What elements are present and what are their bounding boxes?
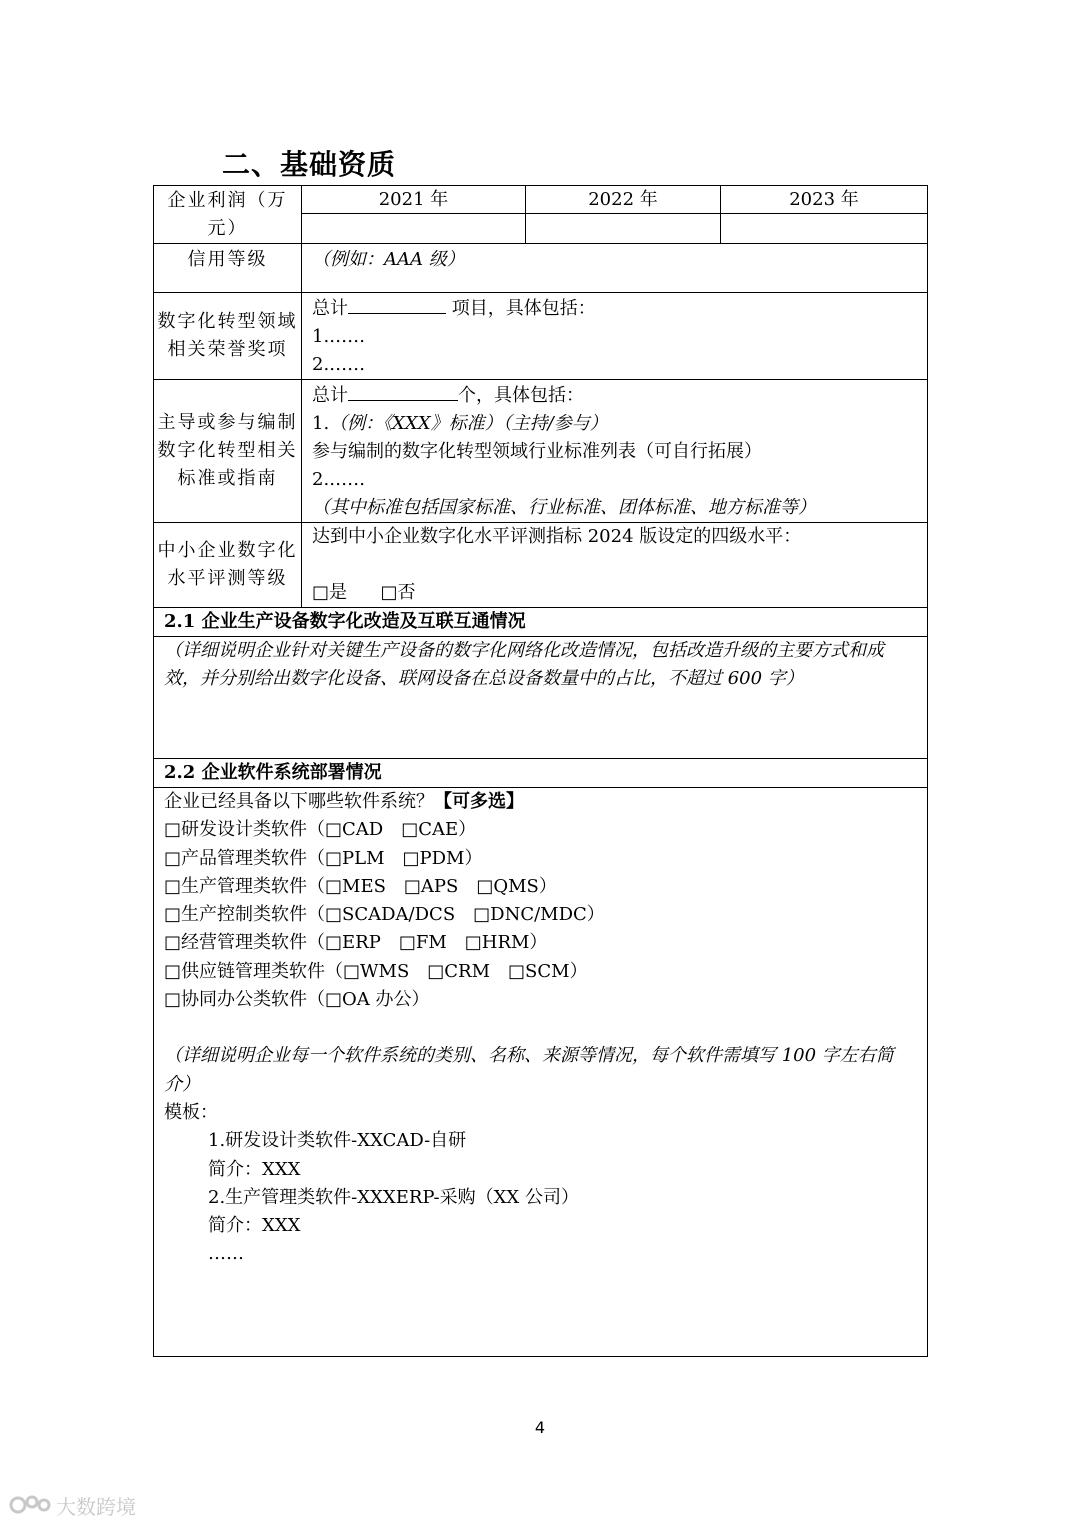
s21-field[interactable]: [154, 637, 928, 759]
s22-template-line-2: 简介：XXX: [208, 1158, 301, 1180]
s21-instructions: （详细说明企业针对关键生产设备的数字化网络化改造情况，包括改造升级的主要方式和成效，并分别给出数字化设备、联网设备在总设备数量中的占比，不超过 600 字）: [164, 640, 884, 690]
s21-heading: 2.1 企业生产设备数字化改造及互联互通情况: [154, 608, 928, 637]
s22-template-line-4: 简介：XXX: [208, 1215, 301, 1237]
standards-list-note: 参与编制的数字化转型领域行业标准列表（可自行拓展）: [312, 441, 762, 462]
honors-total-prefix: 总计: [312, 298, 348, 319]
honors-total-line: [312, 293, 927, 323]
s22-body-row: [154, 788, 928, 1357]
watermark-text: 大数跨境: [56, 1494, 136, 1519]
profit-value-2022[interactable]: [526, 214, 721, 244]
profit-value-2021[interactable]: [302, 214, 526, 244]
s22-template-line-1: 1.研发设计类软件-XXCAD-自研: [208, 1130, 467, 1152]
standards-field[interactable]: [302, 380, 928, 523]
s22-option-product[interactable]: □产品管理类软件（□PLM □PDM）: [164, 847, 483, 869]
sme-level-field: [302, 523, 928, 608]
standards-total-blank[interactable]: [348, 380, 458, 401]
honors-total-suffix: 项目，具体包括：: [446, 298, 596, 319]
standards-item-2: 2.……: [312, 469, 366, 490]
honors-label: 数字化转型领域相关荣誉奖项: [154, 293, 302, 380]
profit-label: 企业利润（万元）: [154, 186, 302, 244]
honors-item-1: 1.……: [312, 326, 366, 347]
s22-option-rd[interactable]: □研发设计类软件（□CAD □CAE）: [164, 819, 477, 841]
standards-item-1-text: （例：《XXX》标准）（主持/参与）: [329, 413, 608, 434]
credit-field[interactable]: [302, 244, 928, 293]
s22-multi-select: 【可多选】: [434, 791, 524, 812]
watermark: [8, 1490, 136, 1520]
page-number: 4: [534, 1418, 546, 1437]
s22-option-production-control[interactable]: □生产控制类软件（□SCADA/DCS □DNC/MDC）: [164, 904, 605, 926]
qualification-table: [153, 185, 928, 1357]
s22-template-line-5: ……: [208, 1243, 244, 1265]
credit-row: [154, 244, 928, 293]
standards-item-1: [312, 410, 927, 438]
sme-level-yes-checkbox[interactable]: □是: [312, 582, 348, 603]
s22-heading: 2.2 企业软件系统部署情况: [154, 759, 928, 788]
sme-level-no-checkbox[interactable]: □否: [380, 582, 416, 603]
s22-option-business-mgmt[interactable]: □经营管理类软件（□ERP □FM □HRM）: [164, 932, 548, 954]
s22-option-production-mgmt[interactable]: □生产管理类软件（□MES □APS □QMS）: [164, 875, 557, 897]
profit-year-2021: 2021 年: [302, 186, 526, 214]
s22-template-line-3: 2.生产管理类软件-XXXERP-采购（XX 公司）: [208, 1186, 579, 1208]
honors-field[interactable]: [302, 293, 928, 380]
sme-level-label: 中小企业数字化水平评测等级: [154, 523, 302, 608]
profit-value-2023[interactable]: [721, 214, 928, 244]
watermark-logo-icon: [8, 1490, 52, 1520]
s22-option-office[interactable]: □协同办公类软件（□OA 办公）: [164, 989, 430, 1011]
s21-heading-row: [154, 608, 928, 637]
sme-level-options: [312, 579, 927, 607]
standards-total-line: [312, 380, 927, 410]
credit-hint: （例如：AAA 级）: [312, 249, 465, 270]
s22-heading-row: [154, 759, 928, 788]
honors-row: [154, 293, 928, 380]
standards-total-suffix: 个，具体包括：: [458, 385, 584, 406]
profit-row-years: [154, 186, 928, 214]
sme-level-row: [154, 523, 928, 608]
s22-question-line: [164, 788, 919, 816]
credit-label: 信用等级: [154, 244, 302, 293]
honors-total-blank[interactable]: [348, 293, 446, 314]
s22-option-supply-chain[interactable]: □供应链管理类软件（□WMS □CRM □SCM）: [164, 960, 588, 982]
sme-level-question: 达到中小企业数字化水平评测指标 2024 版设定的四级水平：: [312, 526, 802, 547]
profit-year-2022: 2022 年: [526, 186, 721, 214]
profit-year-2023: 2023 年: [721, 186, 928, 214]
standards-label: 主导或参与编制数字化转型相关标准或指南: [154, 380, 302, 523]
s22-instruction: （详细说明企业每一个软件系统的类别、名称、来源等情况，每个软件需填写 100 字左右简介）: [164, 1045, 894, 1095]
s21-body-row: [154, 637, 928, 759]
s22-question: 企业已经具备以下哪些软件系统？: [164, 791, 434, 812]
standards-item-1-num: 1.: [312, 413, 330, 434]
standards-note: （其中标准包括国家标准、行业标准、团体标准、地方标准等）: [312, 497, 816, 518]
s22-template-label: 模板：: [164, 1101, 218, 1123]
s22-field[interactable]: [154, 788, 928, 1357]
standards-total-prefix: 总计: [312, 385, 348, 406]
honors-item-2: 2.……: [312, 354, 366, 375]
section-title: 二、基础资质: [222, 148, 397, 181]
standards-row: [154, 380, 928, 523]
